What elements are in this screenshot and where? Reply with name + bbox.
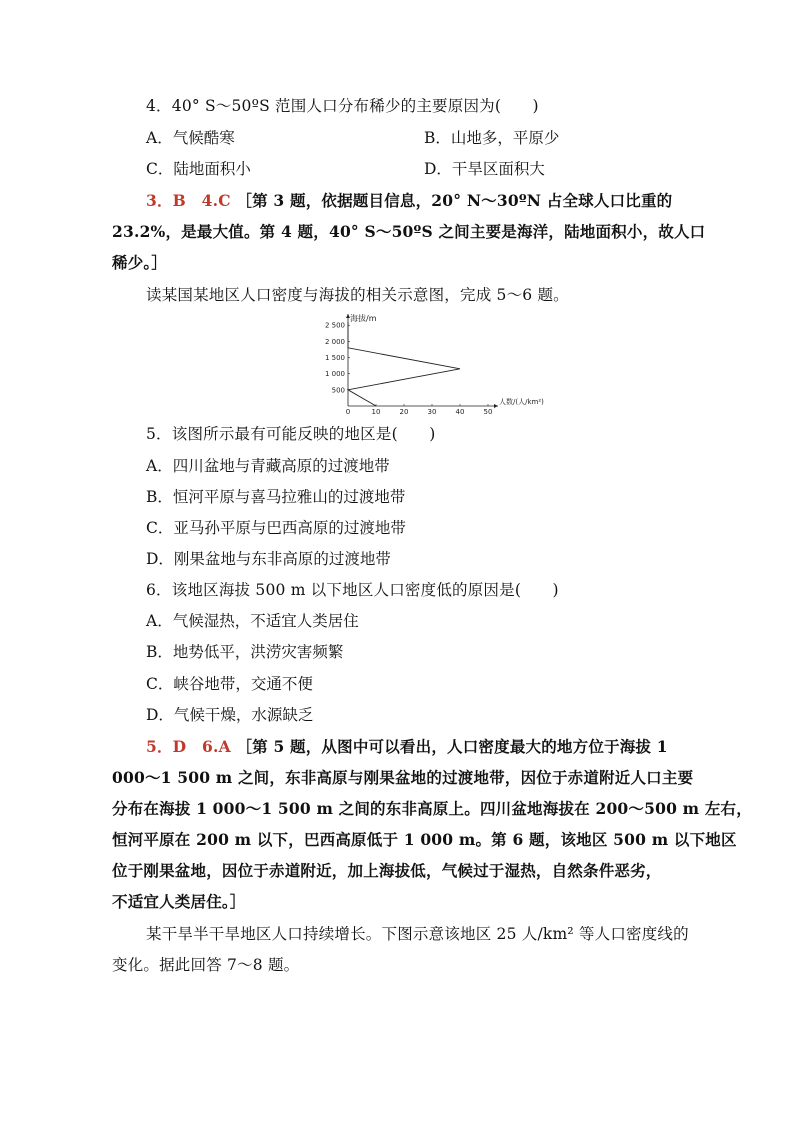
q5-option-b: B．恒河平原与喜马拉雅山的过渡地带 xyxy=(146,488,406,506)
q6-option-a: A．气候湿热，不适宜人类居住 xyxy=(146,612,359,630)
x-tick-label: 0 xyxy=(345,408,351,416)
q4-option-d: D．干旱区面积大 xyxy=(424,160,545,178)
answer-5-6-line1 xyxy=(146,737,668,757)
chart-ticks xyxy=(325,322,493,416)
q4-option-b: B．山地多，平原少 xyxy=(424,129,560,147)
answer-5-6-line6: 不适宜人类居住。］ xyxy=(112,892,246,911)
x-tick-label: 10 xyxy=(371,408,381,416)
y-tick-label: 2 500 xyxy=(324,321,345,330)
q6-option-c: C．峡谷地带，交通不便 xyxy=(146,675,313,693)
answer-3-4-text1: ［第 3 题，依据题目信息，20° N～30ºN 占全球人口比重的 xyxy=(236,191,673,210)
x-tick-label: 20 xyxy=(399,408,409,416)
answer-5-6-line4: 恒河平原在 200 m 以下，巴西高原低于 1 000 m。第 6 题，该地区 500 m 以下地区 xyxy=(112,830,737,849)
q4-option-a: A．气候酷寒 xyxy=(146,129,235,147)
chart-xlabel: 人数/(人/km²) xyxy=(499,398,544,406)
q5-option-a: A．四川盆地与青藏高原的过渡地带 xyxy=(146,457,390,475)
y-tick-label: 1 000 xyxy=(324,370,345,379)
answer-3-4-line3: 稀少。］ xyxy=(112,253,168,272)
q5-option-d: D．刚果盆地与东非高原的过渡地带 xyxy=(146,550,391,568)
answer-3-4-line2: 23.2%，是最大值。第 4 题，40° S～50ºS 之间主要是海洋，陆地面积小，故人口 xyxy=(112,222,706,241)
x-tick-label: 30 xyxy=(427,408,437,416)
y-tick-label: 500 xyxy=(331,386,345,395)
answer-3-4-line1 xyxy=(146,191,672,211)
chart-series xyxy=(348,322,460,406)
answer-5-6-text1: ［第 5 题，从图中可以看出，人口密度最大的地方位于海拔 1 xyxy=(236,737,668,756)
x-axis-arrow xyxy=(494,404,498,408)
q5-option-c: C．亚马孙平原与巴西高原的过渡地带 xyxy=(146,519,406,537)
y-tick-label: 2 000 xyxy=(324,337,345,346)
q6-option-b: B．地势低平，洪涝灾害频繁 xyxy=(146,643,344,661)
q4-option-c: C．陆地面积小 xyxy=(146,160,251,178)
q6-option-d: D．气候干燥，水源缺乏 xyxy=(146,706,314,724)
answer-5-6-line5: 位于刚果盆地，因位于赤道附近，加上海拔低，气候过于湿热，自然条件恶劣， xyxy=(112,861,662,880)
y-tick-label: 1 500 xyxy=(324,354,345,363)
intro-7-8-line1: 某干旱半干旱地区人口持续增长。下图示意该地区 25 人/km² 等人口密度线的 xyxy=(146,925,689,943)
x-tick-label: 40 xyxy=(455,408,465,416)
answer-3-4-label: 3．B 4.C xyxy=(146,191,231,210)
answer-5-6-label: 5．D 6.A xyxy=(146,737,231,756)
answer-5-6-line3: 分布在海拔 1 000～1 500 m 之间的东非高原上。四川盆地海拔在 200～500 m 左右， xyxy=(112,799,752,818)
density-line xyxy=(348,322,460,406)
q6-stem: 6．该地区海拔 500 m 以下地区人口密度低的原因是( ) xyxy=(146,581,559,599)
x-tick-label: 50 xyxy=(483,408,493,416)
chart-ylabel: 海拔/m xyxy=(350,314,377,323)
q4-stem: 4．40° S～50ºS 范围人口分布稀少的主要原因为( ) xyxy=(146,97,539,115)
q5-stem: 5．该图所示最有可能反映的地区是( ) xyxy=(146,425,436,443)
intro-7-8-line2: 变化。据此回答 7～8 题。 xyxy=(112,956,300,974)
altitude-density-chart xyxy=(312,312,544,416)
intro-5-6: 读某国某地区人口密度与海拔的相关示意图，完成 5～6 题。 xyxy=(146,286,569,304)
chart-axes xyxy=(346,314,498,408)
answer-5-6-line2: 000～1 500 m 之间，东非高原与刚果盆地的过渡地带，因位于赤道附近人口主要 xyxy=(112,768,694,787)
